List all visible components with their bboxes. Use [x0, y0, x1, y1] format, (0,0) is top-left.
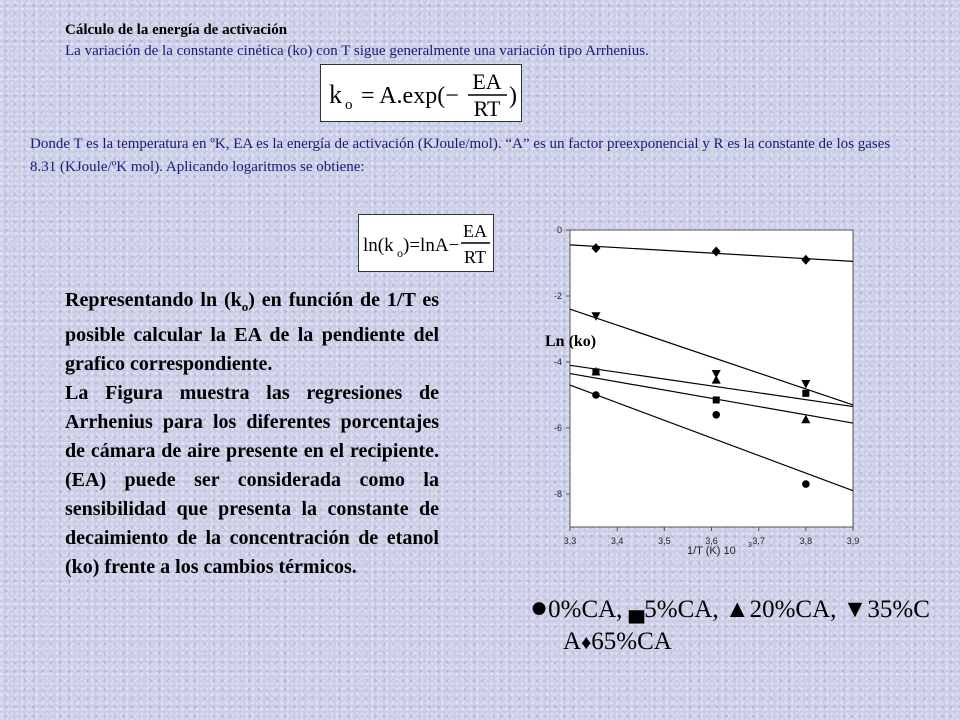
arrhenius-equation: [320, 64, 522, 122]
legend-row-1: [530, 592, 950, 626]
legend-label-65ca: 65%CA: [591, 628, 672, 655]
arrhenius-chart-svg: [520, 215, 870, 560]
eq1-rhs: = A.exp(−: [361, 83, 459, 109]
eq1-lhs-sub: o: [345, 97, 353, 113]
circle-icon: ●: [530, 591, 549, 624]
chart-legend: [530, 592, 950, 659]
triangle-down-icon: ▼: [842, 596, 868, 623]
legend-label-35ca-end: A: [563, 628, 582, 655]
data-point-5%CA: [713, 396, 720, 403]
y-axis-label: Ln (ko): [545, 333, 597, 350]
log-equation-graphic: [359, 215, 493, 271]
y-tick-label: 0: [556, 225, 562, 235]
body-text: [65, 286, 439, 582]
x-axis-label: 1/T (K) 10: [687, 545, 736, 557]
body-p1-post: ) en función de 1/T es posible calcular la EA de la pendiente del grafico correspondiente.: [65, 289, 439, 375]
eq1-numerator: EA: [472, 69, 502, 94]
x-tick-label: 3,4: [610, 536, 624, 546]
eq2-denominator: RT: [464, 247, 486, 267]
log-equation: [358, 214, 494, 272]
legend-label-35ca: 35%C: [867, 596, 930, 623]
plot-area: [570, 230, 853, 527]
x-tick-label: 3,8: [799, 536, 813, 546]
data-point-0%CA: [592, 391, 600, 399]
arrhenius-equation-graphic: [321, 65, 521, 121]
body-p1-sub: o: [241, 299, 249, 314]
x-tick-label: 3,7: [752, 536, 765, 546]
body-paragraph-2: La Figura muestra las regresiones de Arrhenius para los diferentes porcentajes de cámara de aire presente en el recipiente. (EA) puede ser considerada como la sensibilidad que presenta la constante de decaimiento de la concentración de etanol (ko) frente a los cambios térmicos.: [65, 382, 439, 578]
eq1-lhs: k: [329, 80, 342, 109]
eq1-denominator: RT: [473, 96, 501, 121]
legend-label-5ca: 5%CA,: [644, 596, 725, 623]
legend-label-0ca: 0%CA,: [548, 596, 629, 623]
body-p1-pre: Representando ln (k: [65, 289, 242, 311]
legend-row-2: [530, 626, 950, 659]
data-point-0%CA: [802, 480, 810, 488]
x-tick-label: 3,3: [563, 536, 577, 546]
data-point-0%CA: [712, 411, 720, 419]
y-tick-label: -8: [553, 489, 562, 499]
eq2-lhs: ln(k: [363, 235, 394, 256]
y-tick-label: -4: [553, 357, 562, 367]
triangle-up-icon: ▲: [724, 596, 750, 623]
eq2-numerator: EA: [463, 221, 487, 241]
eq2-mid: )=lnA−: [403, 235, 460, 256]
data-point-5%CA: [802, 390, 809, 397]
y-tick-label: -2: [553, 291, 562, 301]
body-paragraph-1: [65, 286, 439, 379]
x-axis-label-sup: 3: [748, 542, 752, 549]
x-tick-label: 3,6: [705, 536, 718, 546]
legend-label-20ca: 20%CA,: [749, 596, 843, 623]
eq1-close: ): [509, 83, 517, 109]
diamond-icon: ♦: [581, 632, 592, 654]
page-heading: Cálculo de la energía de activación: [65, 22, 288, 38]
square-icon: ▄: [628, 597, 645, 622]
eq2-lhs-sub: o: [397, 246, 403, 260]
arrhenius-chart: [520, 215, 870, 565]
y-tick-label: -6: [553, 423, 562, 433]
x-tick-label: 3,9: [846, 536, 860, 546]
description-text: Donde T es la temperatura en ºK, EA es la energía de activación (KJoule/mol). “A” es un factor preexponencial y R es la constante de los gases 8.31 (KJoule/ºK mol). Aplicando logaritmos se obtiene:: [30, 136, 891, 175]
x-tick-label: 3,5: [658, 536, 671, 546]
intro-text: La variación de la constante cinética (ko) con T sigue generalmente una variación tipo Arrhenius.: [65, 43, 649, 59]
